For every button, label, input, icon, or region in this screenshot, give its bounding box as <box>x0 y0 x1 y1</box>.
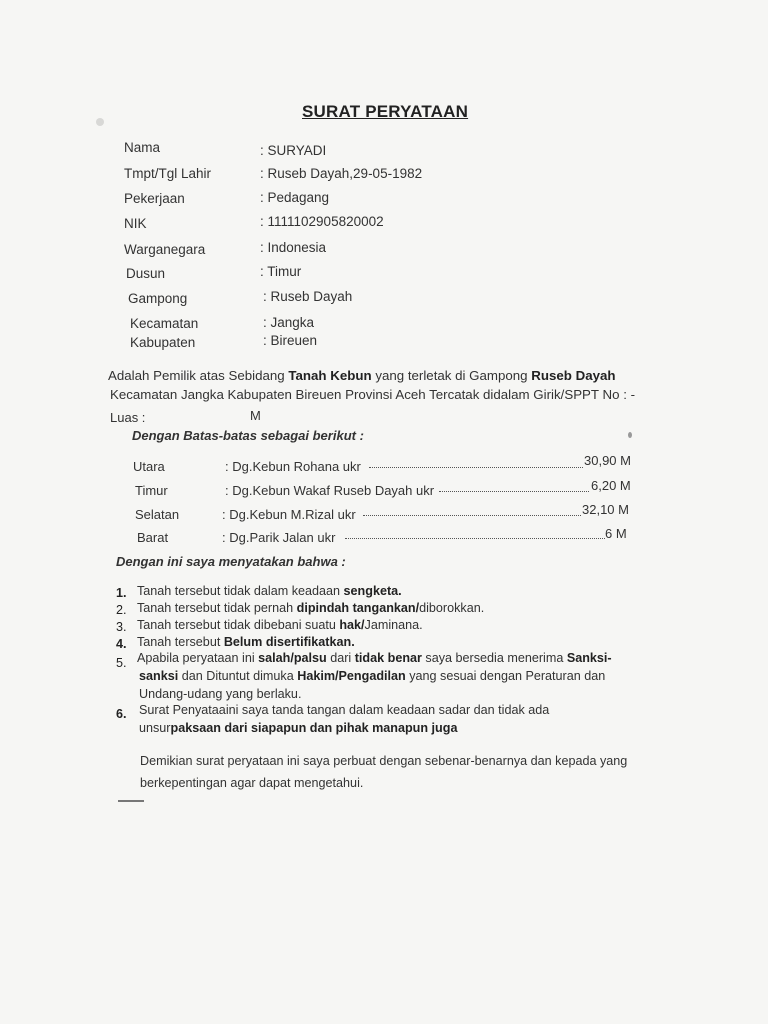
ownership-line-1 <box>108 368 616 383</box>
statement-emphasis: paksaan dari siapapun dan pihak manapun juga <box>170 721 458 735</box>
boundary-description: : Dg.Kebun M.Rizal ukr <box>222 507 356 522</box>
paper-smudge <box>628 432 632 438</box>
statement-5-line-3: Undang-udang yang berlaku. <box>139 687 302 701</box>
leader-dots <box>439 491 589 492</box>
leader-dots <box>345 538 605 539</box>
statement-number: 6. <box>116 707 127 721</box>
statement-text: dari <box>330 651 352 665</box>
closing-line-1: Demikian surat peryataan ini saya perbuat dengan sebenar-benarnya dan kepada yang <box>140 754 628 768</box>
statement-emphasis: Hakim/Pengadilan <box>297 669 406 683</box>
document-title: SURAT PERYATAAN <box>302 102 469 121</box>
boundary-row <box>137 526 647 550</box>
statement-text: unsur <box>139 721 171 735</box>
statement-emphasis: hak/ <box>339 618 365 632</box>
statement-5-line-1 <box>137 651 612 665</box>
field-label-dusun: Dusun <box>126 266 166 281</box>
boundary-row <box>135 478 645 503</box>
field-label-ttl: Tmpt/Tgl Lahir <box>124 166 212 181</box>
statement-2 <box>137 601 484 615</box>
field-value-warganegara: : Indonesia <box>260 240 327 255</box>
leader-dots <box>369 467 583 468</box>
statement-number: 1. <box>116 586 127 600</box>
field-value-nik: : 1111102905820002 <box>260 214 384 229</box>
boundary-measure: 32,10 M <box>582 502 629 517</box>
ownership-text: yang terletak di Gampong <box>375 368 528 383</box>
field-label-nama: Nama <box>124 140 161 155</box>
statement-text: Tanah tersebut tidak pernah <box>137 601 294 615</box>
boundary-measure: 30,90 M <box>584 453 631 468</box>
statement-emphasis: sanksi <box>139 669 179 683</box>
statement-emphasis: Sanksi- <box>566 651 612 665</box>
boundary-description: : Dg.Kebun Rohana ukr <box>225 459 361 474</box>
statement-emphasis: sengketa. <box>343 584 402 598</box>
boundary-row <box>133 453 643 479</box>
statement-text: Jaminana. <box>364 618 423 632</box>
field-value-ttl: : Ruseb Dayah,29-05-1982 <box>260 166 423 181</box>
field-value-kecamatan: : Jangka <box>263 315 315 330</box>
statement-emphasis: dipindah tangankan/ <box>296 601 420 615</box>
field-value-dusun: : Timur <box>260 264 302 279</box>
boundary-direction: Barat <box>137 530 169 545</box>
statement-3 <box>137 618 423 632</box>
boundary-direction: Selatan <box>135 507 180 522</box>
boundary-description: : Dg.Kebun Wakaf Ruseb Dayah ukr <box>225 483 435 498</box>
ownership-text: Adalah Pemilik atas Sebidang <box>108 368 285 383</box>
field-label-kabupaten: Kabupaten <box>130 335 196 350</box>
area-unit: M <box>250 408 261 423</box>
boundary-measure: 6 M <box>605 526 627 541</box>
statement-text: Tanah tersebut <box>137 635 221 649</box>
statement-1 <box>137 584 402 598</box>
statement-5-line-2 <box>139 669 605 683</box>
field-value-gampong: : Ruseb Dayah <box>263 289 353 304</box>
boundaries-heading: Dengan Batas-batas sebagai berikut : <box>132 428 364 443</box>
statement-number: 3. <box>116 620 127 634</box>
statement-text: diborokkan. <box>419 601 485 615</box>
village-name: Ruseb Dayah <box>531 368 616 383</box>
statement-text: dan Dituntut dimuka <box>181 669 294 683</box>
statement-text: saya bersedia menerima <box>425 651 564 665</box>
statement-4 <box>137 635 355 649</box>
area-label: Luas : <box>110 410 146 425</box>
closing-line-2: berkepentingan agar dapat mengetahui. <box>140 776 364 790</box>
ownership-line-2: Kecamatan Jangka Kabupaten Bireuen Provinsi Aceh Tercatak didalam Girik/SPPT No : - <box>110 387 636 402</box>
boundary-description: : Dg.Parik Jalan ukr <box>222 530 336 545</box>
statement-number: 5. <box>116 656 127 670</box>
boundary-measure: 6,20 M <box>591 478 631 493</box>
leader-dots <box>363 515 581 516</box>
statement-text: Apabila peryataan ini <box>137 651 255 665</box>
statement-emphasis: tidak benar <box>354 651 422 665</box>
statement-number: 4. <box>116 637 127 651</box>
paper-smudge <box>96 118 104 126</box>
field-label-kecamatan: Kecamatan <box>130 316 199 331</box>
field-label-pekerjaan: Pekerjaan <box>124 191 185 206</box>
boundary-direction: Timur <box>135 483 168 498</box>
statement-6-line-2 <box>139 721 457 735</box>
statement-emphasis: Belum disertifikatkan. <box>223 635 355 649</box>
field-value-nama: : SURYADI <box>260 143 327 158</box>
boundary-row <box>135 502 645 527</box>
statement-text: yang sesuai dengan Peraturan dan <box>409 669 606 683</box>
statement-text: Tanah tersebut tidak dalam keadaan <box>137 584 341 598</box>
field-label-warganegara: Warganegara <box>124 242 206 257</box>
pen-mark <box>118 800 144 802</box>
land-type: Tanah Kebun <box>288 368 372 383</box>
statement-text: Tanah tersebut tidak dibebani suatu <box>137 618 336 632</box>
field-label-nik: NIK <box>124 216 147 231</box>
field-value-kabupaten: : Bireuen <box>263 333 318 348</box>
statement-heading: Dengan ini saya menyatakan bahwa : <box>116 554 346 569</box>
statement-number: 2. <box>116 603 127 617</box>
statement-6-line-1: Surat Penyataaini saya tanda tangan dalam keadaan sadar dan tidak ada <box>139 703 550 717</box>
field-value-pekerjaan: : Pedagang <box>260 190 330 205</box>
statement-emphasis: salah/palsu <box>258 651 327 665</box>
boundary-direction: Utara <box>133 459 165 474</box>
field-label-gampong: Gampong <box>128 291 188 306</box>
